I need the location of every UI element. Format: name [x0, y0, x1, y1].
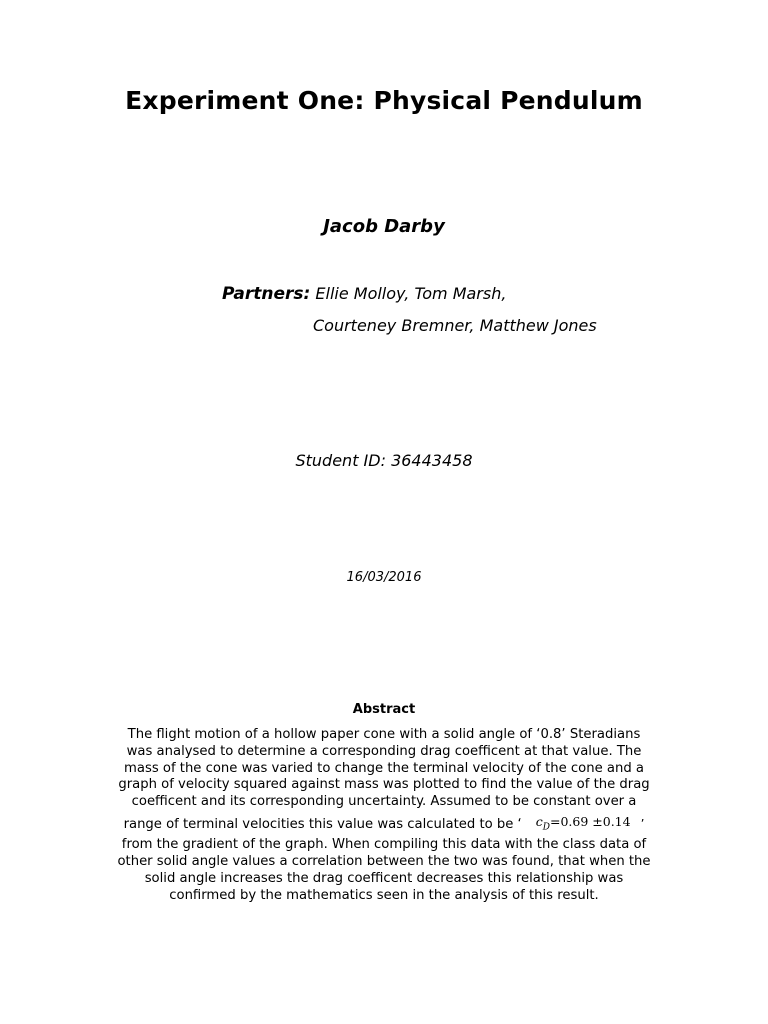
equation-subscript: D [542, 822, 550, 833]
abstract-equation-line [96, 814, 672, 836]
abstract-line: graph of velocity squared against mass was plotted to find the value of the drag [118, 777, 650, 793]
abstract-line: The flight motion of a hollow paper cone with a solid angle of ‘0.8’ Steradians [127, 727, 641, 742]
student-id: Student ID: 36443458 [295, 451, 473, 470]
partners-line-2: Courteney Bremner, Matthew Jones [313, 316, 597, 335]
abstract-body [96, 727, 672, 904]
report-date: 16/03/2016 [346, 570, 422, 585]
partners-names-1: Ellie Molloy, Tom Marsh, [315, 284, 507, 303]
abstract-line: confirmed by the mathematics seen in the analysis of this result. [169, 887, 599, 903]
equation-prefix: range of terminal velocities this value was calculated to be ‘ [123, 816, 522, 832]
abstract-line: from the gradient of the graph. When compiling this data with the class data of [121, 837, 647, 853]
abstract-line: mass of the cone was varied to change the terminal velocity of the cone and a [124, 760, 644, 776]
abstract-line: coefficent and its corresponding uncertainty. Assumed to be constant over a [131, 794, 637, 810]
equation-suffix: ’ [640, 816, 645, 831]
equation-symbol: c [535, 813, 543, 829]
abstract-line: solid angle increases the drag coefficent decreases this relationship was [144, 870, 624, 886]
abstract-line: other solid angle values a correlation between the two was found, that when the [117, 854, 651, 870]
partners-line-1 [222, 284, 506, 304]
drag-coefficient-equation [536, 814, 631, 836]
partners-label: Partners: [222, 284, 311, 304]
equation-value: =0.69 ±0.14 [550, 813, 631, 829]
author-name: Jacob Darby [323, 216, 445, 237]
abstract-heading: Abstract [352, 702, 416, 717]
abstract-line: was analysed to determine a corresponding drag coefficent at that value. The [126, 743, 642, 759]
document-title: Experiment One: Physical Pendulum [125, 86, 643, 115]
